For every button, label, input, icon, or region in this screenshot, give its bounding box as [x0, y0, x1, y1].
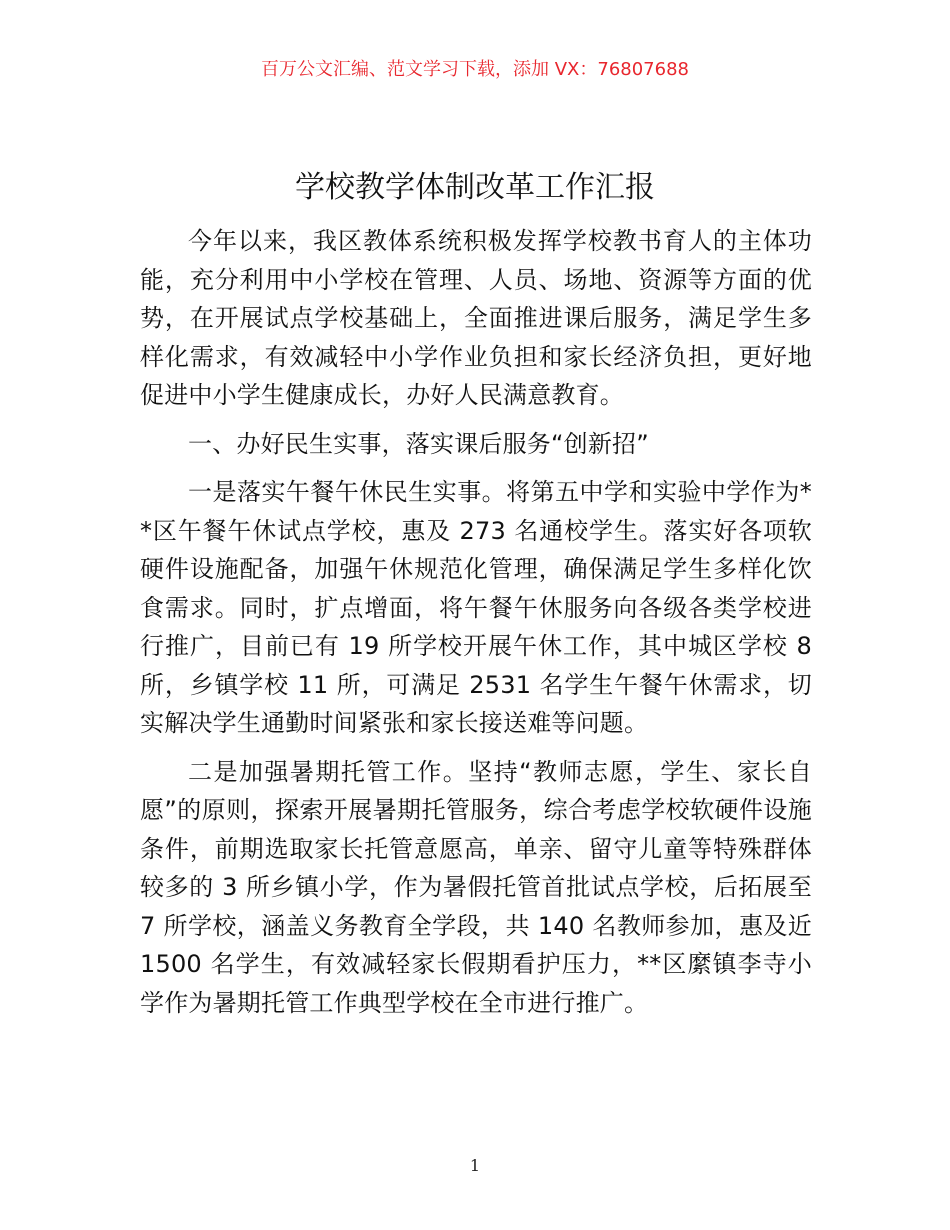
paragraph-summer-care: 二是加强暑期托管工作。坚持“教师志愿，学生、家长自愿”的原则，探索开展暑期托管服务，综合考虑学校软硬件设施条件，前期选取家长托管意愿高，单亲、留守儿童等特殊群体较多的 3 所乡镇小学，作为暑假托管首批试点学校，后拓展至 7 所学校，涵盖义务教育全学段，共 140 名教师参加，惠及近 1500 名学生，有效减轻家长假期看护压力，**区縻镇李寺小学作为暑期托管工作典型学校在全市进行推广。	[140, 757, 812, 1017]
page-number: 1	[469, 1156, 481, 1175]
header-promo-note: 百万公文汇编、范文学习下载，添加 VX：76807688	[261, 59, 689, 80]
document-body	[140, 222, 812, 1032]
paragraph-lunch-rest: 一是落实午餐午休民生实事。将第五中学和实验中学作为**区午餐午休试点学校，惠及 273 名通校学生。落实好各项软硬件设施配备，加强午休规范化管理，确保满足学生多样化饮食需求。同时，扩点增面，将午餐午休服务向各级各类学校进行推广，目前已有 19 所学校开展午休工作，其中城区学校 8 所，乡镇学校 11 所，可满足 2531 名学生午餐午休需求，切实解决学生通勤时间紧张和家长接送难等问题。	[140, 478, 812, 737]
section-heading-1: 一、办好民生实事，落实课后服务“创新招”	[188, 429, 649, 458]
paragraph-intro: 今年以来，我区教体系统积极发挥学校教书育人的主体功能，充分利用中小学校在管理、人员、场地、资源等方面的优势，在开展试点学校基础上，全面推进课后服务，满足学生多样化需求，有效减轻中小学作业负担和家长经济负担，更好地促进中小学生健康成长，办好人民满意教育。	[140, 227, 812, 409]
document-title: 学校教学体制改革工作汇报	[295, 170, 655, 205]
